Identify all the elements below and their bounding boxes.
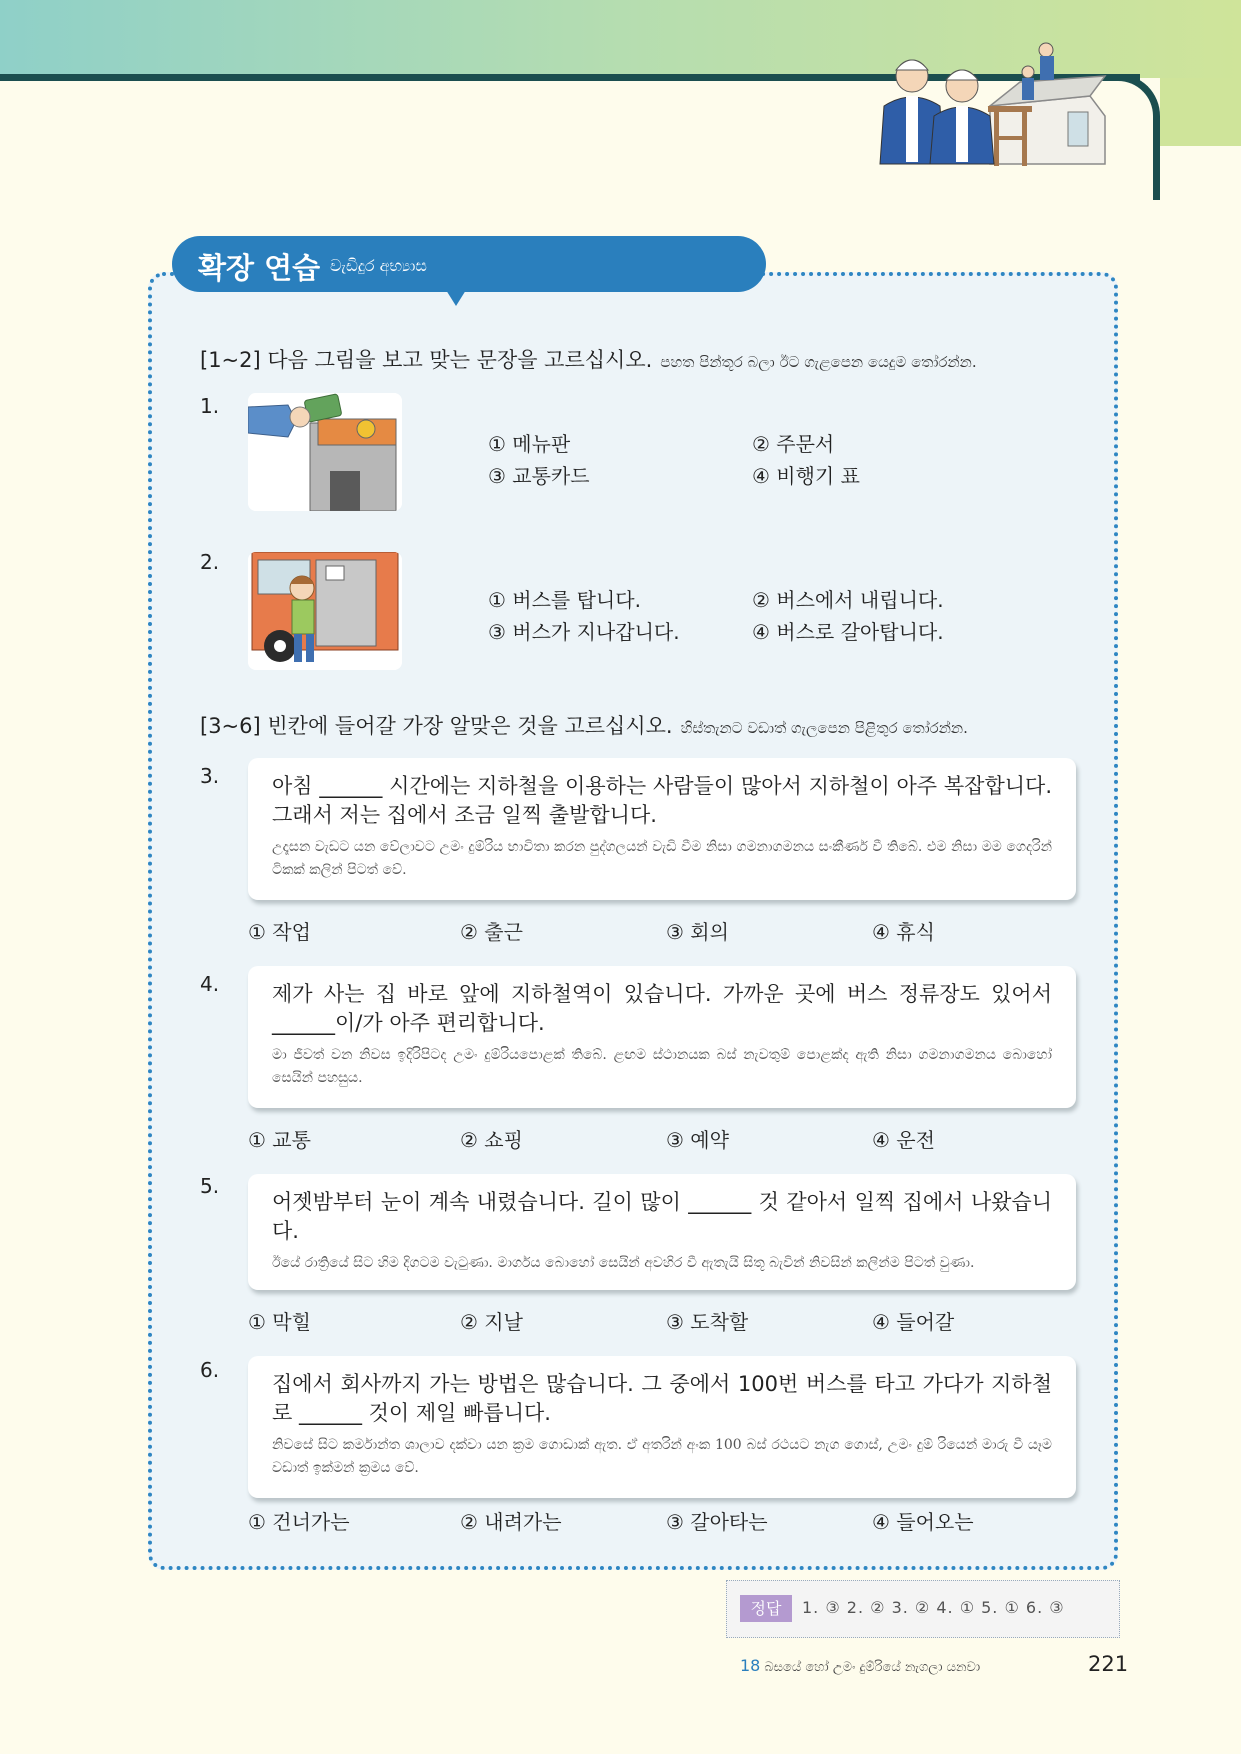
q3-option-2[interactable]: ② 출근 xyxy=(460,920,523,944)
q2-option-3[interactable]: ③ 버스가 지나갑니다. xyxy=(488,620,680,644)
q5-option-1[interactable]: ① 막힐 xyxy=(248,1310,311,1334)
q4-passage-ko: 제가 사는 집 바로 앞에 지하철역이 있습니다. 가까운 곳에 버스 정류장도 있어서 ______이/가 아주 편리합니다. xyxy=(272,982,1052,1035)
section-subtitle: වැඩිදුර අභ්‍යාස xyxy=(330,256,427,275)
header-band-corner xyxy=(1160,78,1241,146)
q5-passage-ko: 어젯밤부터 눈이 계속 내렸습니다. 길이 많이 ______ 것 같아서 일찍 집에서 나왔습니다. xyxy=(272,1190,1052,1243)
q6-option-3[interactable]: ③ 갈아타는 xyxy=(666,1510,768,1534)
question-number: 1. xyxy=(200,394,220,418)
q6-option-2[interactable]: ② 내려가는 xyxy=(460,1510,562,1534)
instruction-part2-ko: [3~6] 빈칸에 들어갈 가장 알맞은 것을 고르십시오. xyxy=(200,714,673,738)
q3-option-3[interactable]: ③ 회의 xyxy=(666,920,729,944)
page-number: 221 xyxy=(1088,1652,1129,1676)
q5-passage-card xyxy=(248,1174,1076,1290)
q1-option-2[interactable]: ② 주문서 xyxy=(752,432,835,456)
q5-option-3[interactable]: ③ 도착할 xyxy=(666,1310,749,1334)
question-number: 6. xyxy=(200,1358,220,1382)
q2-option-1[interactable]: ① 버스를 탑니다. xyxy=(488,588,641,612)
q6-passage-ko: 집에서 회사까지 가는 방법은 많습니다. 그 중에서 100번 버스를 타고 가다가 지하철로 ______ 것이 제일 빠릅니다. xyxy=(272,1372,1052,1425)
q5-option-4[interactable]: ④ 들어갈 xyxy=(872,1310,955,1334)
q4-option-2[interactable]: ② 쇼핑 xyxy=(460,1128,523,1152)
instruction-part2-si: හිස්තැනට වඩාත් ගැලපෙන පිළිතුර තෝරන්න. xyxy=(680,719,968,737)
instruction-part1 xyxy=(200,344,977,374)
q3-passage-ko: 아침 ______ 시간에는 지하철을 이용하는 사람들이 많아서 지하철이 아주 복잡합니다. 그래서 저는 집에서 조금 일찍 출발합니다. xyxy=(272,774,1052,827)
section-title: 확장 연습 xyxy=(198,251,321,285)
workers-illustration xyxy=(870,36,1110,184)
q4-option-4[interactable]: ④ 운전 xyxy=(872,1128,935,1152)
q3-option-4[interactable]: ④ 휴식 xyxy=(872,920,935,944)
q6-passage-si: නිවසේ සිට කර්මාන්ත ශාලාව දක්වා යන ක්‍රම ගොඩාක් ඇත. ඒ අතරින් අංක 100 බස් රථයට නැග ගොස්, උමං දුම් රියෙන් මාරු වී යෑම වඩාත් ඉක්මන් ක්‍රමය වේ. xyxy=(272,1437,1052,1476)
q1-option-4[interactable]: ④ 비행기 표 xyxy=(752,464,860,488)
q4-passage-si: මා ජීවත් වන නිවස ඉදිරිපිටද උමං දුම්රියපොළක් තිබේ. ළඟම ස්ථානයක බස් නැවතුම් පොළක්ද ඇති නිසා ගමනාගමනය බොහෝ සෙයින් පහසුය. xyxy=(272,1047,1052,1086)
q5-passage-si: ඊයේ රාත්‍රියේ සිට හිම දිගටම වැටුණා. මාර්ගය බොහෝ සෙයින් අවහිර වී ඇතැයි සිතූ බැවින් නිවසින් කලින්ම පිටත් වුණා. xyxy=(272,1255,975,1271)
q2-option-4[interactable]: ④ 버스로 갈아탑니다. xyxy=(752,620,944,644)
q4-passage-card xyxy=(248,966,1076,1108)
q6-option-1[interactable]: ① 건너가는 xyxy=(248,1510,350,1534)
question-number: 3. xyxy=(200,764,220,788)
transit-card-picture xyxy=(248,393,402,511)
question-number: 4. xyxy=(200,972,220,996)
footer-lesson xyxy=(740,1656,980,1675)
q5-option-2[interactable]: ② 지날 xyxy=(460,1310,523,1334)
q4-option-3[interactable]: ③ 예약 xyxy=(666,1128,729,1152)
q3-passage-card xyxy=(248,758,1076,900)
q1-option-3[interactable]: ③ 교통카드 xyxy=(488,464,590,488)
q4-option-1[interactable]: ① 교통 xyxy=(248,1128,311,1152)
question-number: 2. xyxy=(200,550,220,574)
instruction-part1-ko: [1~2] 다음 그림을 보고 맞는 문장을 고르십시오. xyxy=(200,348,653,372)
answer-key-label: 정답 xyxy=(740,1595,792,1622)
lesson-title: බසයේ හෝ උමං දුම්රියේ නැගලා යනවා xyxy=(764,1660,981,1675)
lesson-number: 18 xyxy=(740,1656,761,1675)
bus-picture xyxy=(248,552,402,670)
q3-passage-si: උදෑසන වැඩට යන වේලාවට උමං දුම්රිය භාවිතා කරන පුද්ගලයන් වැඩි වීම නිසා ගමනාගමනය සංකීර්ණ වී තිබේ. එම නිසා මම ගෙදරින් ටිකක් කලින් පිටත් වේ. xyxy=(272,839,1052,878)
instruction-part2 xyxy=(200,710,968,740)
answer-key-text: 1. ③ 2. ② 3. ② 4. ① 5. ① 6. ③ xyxy=(802,1598,1065,1617)
q6-option-4[interactable]: ④ 들어오는 xyxy=(872,1510,974,1534)
q3-option-1[interactable]: ① 작업 xyxy=(248,920,311,944)
q1-option-1[interactable]: ① 메뉴판 xyxy=(488,432,571,456)
question-number: 5. xyxy=(200,1174,220,1198)
instruction-part1-si: පහත පින්තූර බලා ඊට ගැළපෙන යෙදුම තෝරන්න. xyxy=(660,353,977,371)
q6-passage-card xyxy=(248,1356,1076,1498)
q2-option-2[interactable]: ② 버스에서 내립니다. xyxy=(752,588,944,612)
